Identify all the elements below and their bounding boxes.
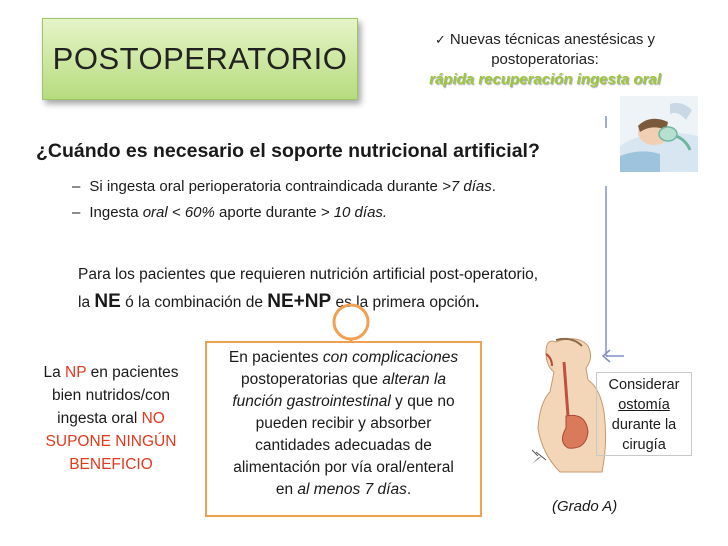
paragraph-line-1: Para los pacientes que requieren nutrición artificial post-operatorio, bbox=[78, 266, 539, 283]
paragraph-line-2: la NE ó la combinación de NE+NP es la primera opción. bbox=[78, 291, 480, 312]
note-line-2: postoperatorias: bbox=[491, 51, 599, 68]
checkmark-icon: ✓ bbox=[434, 32, 446, 47]
note-line-1: ✓ Nuevas técnicas anestésicas y bbox=[434, 31, 655, 48]
complications-box: En pacientes con complicaciones postoperatorias que alteran la función gastrointestinal y que no pueden recibir y absorber cantidades adecuadas de alimentación por vía oral/enteral en al menos 7 días. bbox=[205, 341, 482, 517]
highlight-circle bbox=[334, 305, 368, 339]
question-heading: ¿Cuándo es necesario el soporte nutricional artificial? bbox=[36, 140, 540, 162]
grade-label: (Grado A) bbox=[552, 498, 618, 515]
bullet-item-1: – Si ingesta oral perioperatoria contraindicada durante >7 días. bbox=[72, 178, 496, 195]
bullet-item-2: – Ingesta oral < 60% aporte durante > 10 días. bbox=[72, 204, 388, 221]
ostomy-box: Considerar ostomía durante la cirugía bbox=[596, 372, 692, 456]
note-line-3: rápida recuperación ingesta oral bbox=[429, 71, 661, 88]
slide-title: POSTOPERATORIO bbox=[52, 41, 348, 76]
np-benefit-box: La NP en pacientes bien nutridos/con ingesta oral NO SUPONE NINGÚN BENEFICIO bbox=[43, 364, 179, 473]
